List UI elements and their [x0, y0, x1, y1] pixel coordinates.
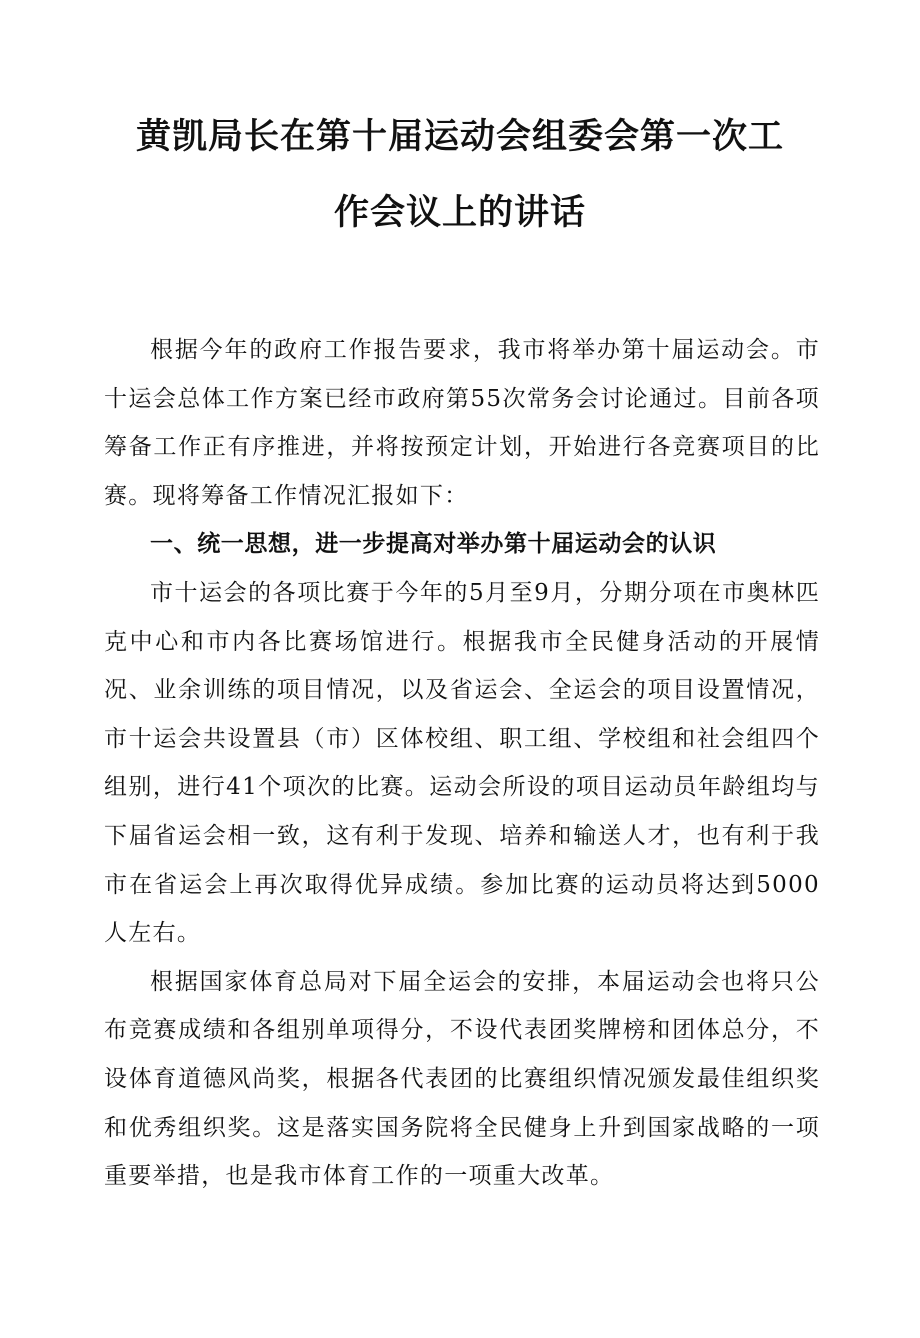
document-title-line-2: 作会议上的讲话 — [333, 193, 586, 233]
section-heading-1: 一、统一思想，进一步提高对举办第十届运动会的认识 — [150, 531, 717, 558]
paragraph-intro: 根据今年的政府工作报告要求，我市将举办第十届运动会。市十运会总体工作方案已经市政府第55次常务会讨论通过。目前各项筹备工作正有序推进，并将按预定计划，开始进行各竞赛项目的比赛。现将筹备工作情况汇报如下： — [104, 337, 820, 509]
document-body — [104, 326, 820, 1201]
paragraph-award-policy: 根据国家体育总局对下届全运会的安排，本届运动会也将只公布竞赛成绩和各组别单项得分，不设代表团奖牌榜和团体总分，不设体育道德风尚奖，根据各代表团的比赛组织情况颁发最佳组织奖和优秀组织奖。这是落实国务院将全民健身上升到国家战略的一项重要举措，也是我市体育工作的一项重大改革。 — [104, 968, 820, 1190]
document-title-line-1: 黄凯局长在第十届运动会组委会第一次工 — [135, 117, 784, 157]
paragraph-competition-details: 市十运会的各项比赛于今年的5月至9月，分期分项在市奥林匹克中心和市内各比赛场馆进行。根据我市全民健身活动的开展情况、业余训练的项目情况，以及省运会、全运会的项目设置情况，市十运会共设置县（市）区体校组、职工组、学校组和社会组四个组别，进行41个项次的比赛。运动会所设的项目运动员年龄组均与下届省运会相一致，这有利于发现、培养和输送人才，也有利于我市在省运会上再次取得优异成绩。参加比赛的运动员将达到5000人左右。 — [104, 579, 820, 947]
